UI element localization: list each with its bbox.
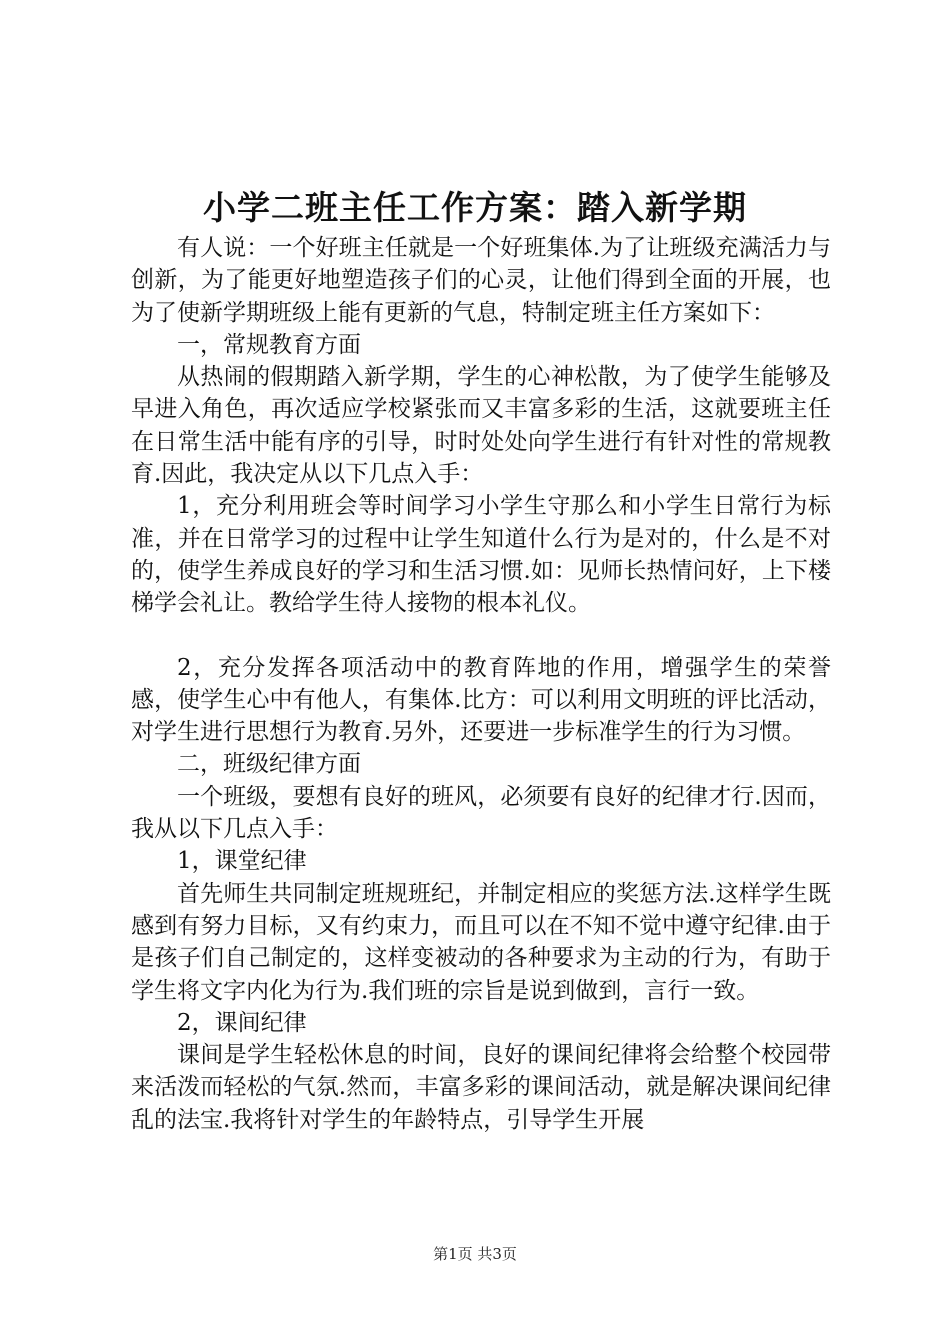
paragraph-recess-discipline: 课间是学生轻松休息的时间，良好的课间纪律将会给整个校园带来活泼而轻松的气氛.然而，丰富多彩的课间活动，就是解决课间纪律乱的法宝.我将针对学生的年龄特点，引导学生开展 xyxy=(131,1042,831,1133)
paragraph-point-1: 1，充分利用班会等时间学习小学生守那么和小学生日常行为标准，并在日常学习的过程中让学生知道什么行为是对的，什么是不对的，使学生养成良好的学习和生活习惯.如：见师长热情问好，上下楼梯学会礼让。教给学生待人接物的根本礼仪。 xyxy=(131,493,831,617)
subheading-classroom-discipline: 1，课堂纪律 xyxy=(177,848,307,875)
paragraph-routine-education: 从热闹的假期踏入新学期，学生的心神松散，为了使学生能够及早进入角色，再次适应学校紧张而又丰富多彩的生活，这就要班主任在日常生活中能有序的引导，时时处处向学生进行有针对性的常规教育.因此，我决定从以下几点入手： xyxy=(131,364,831,488)
section-heading-routine-education: 一，常规教育方面 xyxy=(177,331,361,358)
section-heading-class-discipline: 二，班级纪律方面 xyxy=(177,751,361,778)
subheading-recess-discipline: 2，课间纪律 xyxy=(177,1009,307,1036)
paragraph-intro: 有人说：一个好班主任就是一个好班集体.为了让班级充满活力与创新，为了能更好地塑造孩子们的心灵，让他们得到全面的开展，也为了使新学期班级上能有更新的气息，特制定班主任方案如下： xyxy=(131,235,831,326)
paragraph-classroom-discipline: 首先师生共同制定班规班纪，并制定相应的奖惩方法.这样学生既感到有努力目标，又有约束力，而且可以在不知不觉中遵守纪律.由于是孩子们自己制定的，这样变被动的各种要求为主动的行为，有助于学生将文字内化为行为.我们班的宗旨是说到做到，言行一致。 xyxy=(131,880,831,1004)
paragraph-class-discipline: 一个班级，要想有良好的班风，必须要有良好的纪律才行.因而，我从以下几点入手： xyxy=(131,783,831,843)
page-footer: 第1页 共3页 xyxy=(433,1245,517,1263)
document-title: 小学二班主任工作方案：踏入新学期 xyxy=(203,188,747,227)
document-body xyxy=(131,232,831,1136)
paragraph-point-2: 2，充分发挥各项活动中的教育阵地的作用，增强学生的荣誉感，使学生心中有他人，有集体.比方：可以利用文明班的评比活动，对学生进行思想行为教育.另外，还要进一步标准学生的行为习惯。 xyxy=(131,654,831,746)
